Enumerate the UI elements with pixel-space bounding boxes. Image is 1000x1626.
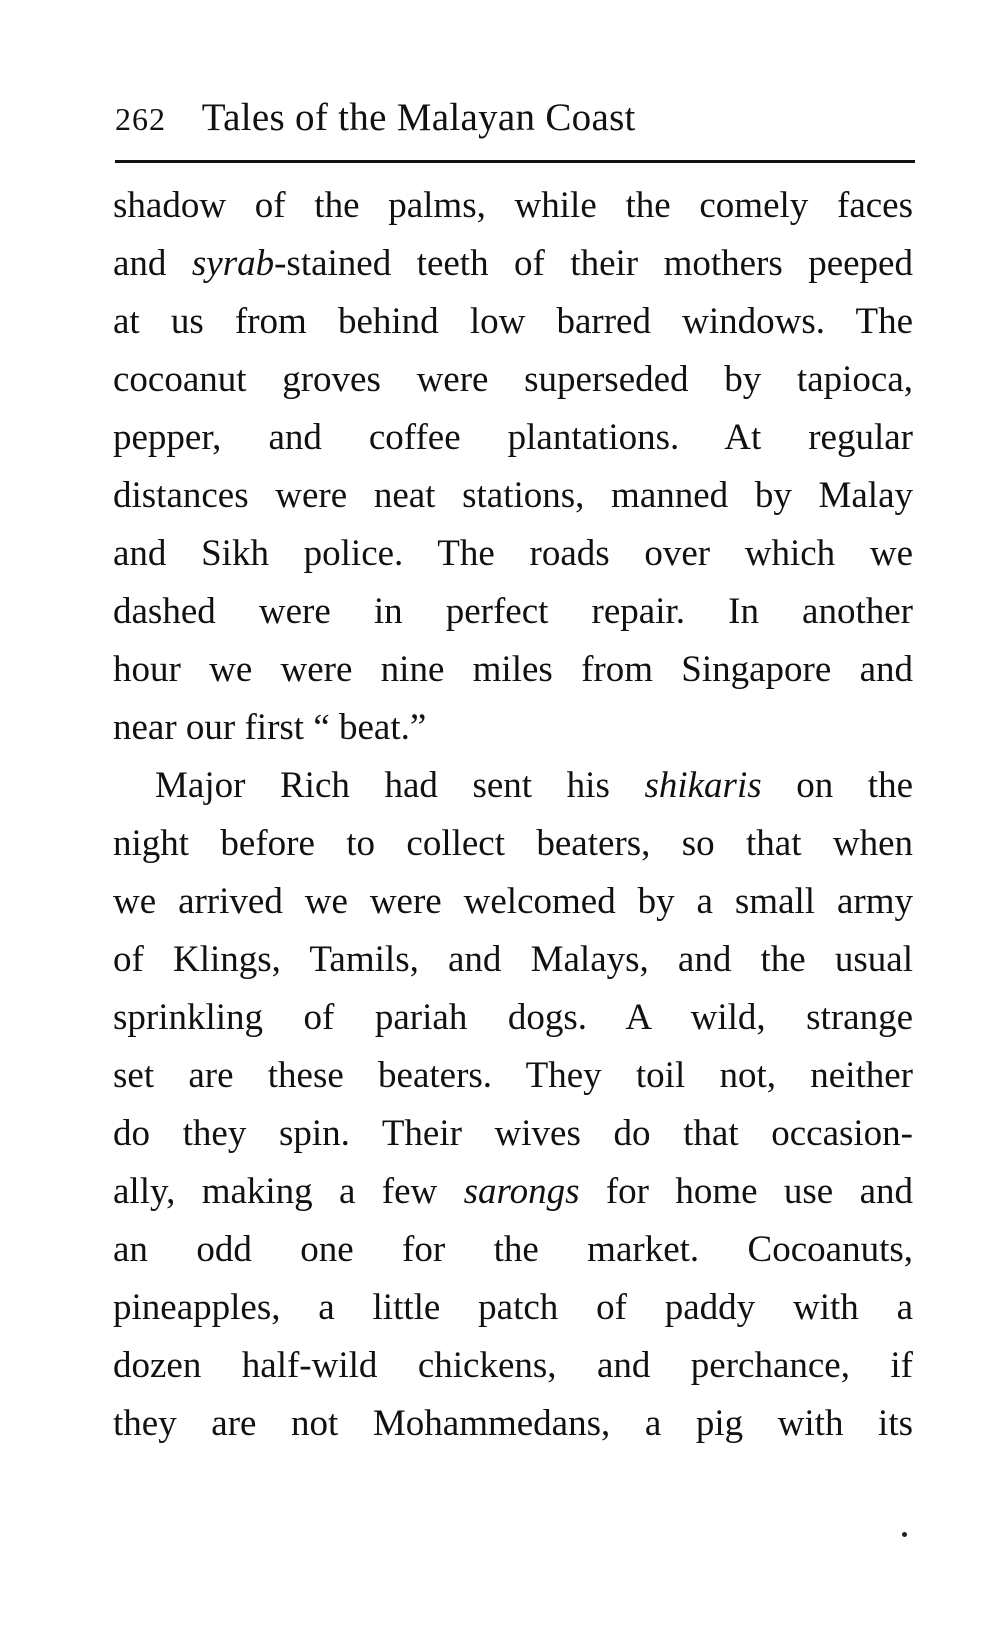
italic-term: syrab <box>191 243 275 284</box>
text-line <box>113 235 913 293</box>
text-run: Major Rich had sent his <box>155 765 645 806</box>
running-title: Tales of the Malayan Coast <box>201 96 636 139</box>
text-line: shadow of the palms, while the comely faces <box>113 185 913 226</box>
body-text <box>113 177 913 1453</box>
text-line: of Klings, Tamils, and Malays, and the usual <box>113 939 913 980</box>
text-line: at us from behind low barred windows. The <box>113 301 913 342</box>
text-line <box>113 757 913 815</box>
text-line <box>113 1163 913 1221</box>
text-line: night before to collect beaters, so that when <box>113 823 913 864</box>
text-line: dozen half-wild chickens, and perchance, if <box>113 1345 913 1386</box>
running-head <box>115 92 915 144</box>
text-line: they are not Mohammedans, a pig with its <box>113 1403 913 1444</box>
italic-term: sarongs <box>463 1171 580 1212</box>
text-line: hour we were nine miles from Singapore and <box>113 649 913 690</box>
text-line: do they spin. Their wives do that occasion- <box>113 1113 913 1154</box>
italic-term: shikaris <box>644 765 762 806</box>
text-run: on the <box>761 765 913 806</box>
text-run: ally, making a few <box>113 1171 464 1212</box>
text-run: -stained teeth of their mothers peeped <box>274 243 913 284</box>
text-line: we arrived we were welcomed by a small army <box>113 881 913 922</box>
text-line: pepper, and coffee plantations. At regular <box>113 417 913 458</box>
header-rule <box>115 160 915 163</box>
text-line: sprinkling of pariah dogs. A wild, strange <box>113 997 913 1038</box>
text-line: distances were neat stations, manned by Malay <box>113 475 913 516</box>
text-line: near our first “ beat.” <box>113 707 427 748</box>
text-line: cocoanut groves were superseded by tapioca, <box>113 359 913 400</box>
text-line: an odd one for the market. Cocoanuts, <box>113 1229 913 1270</box>
text-line: set are these beaters. They toil not, neither <box>113 1055 913 1096</box>
text-run: and <box>113 243 192 284</box>
text-run: for home use and <box>579 1171 913 1212</box>
paragraph <box>113 757 913 1453</box>
text-line: dashed were in perfect repair. In another <box>113 591 913 632</box>
page-number: 262 <box>115 101 166 137</box>
paragraph <box>113 177 913 757</box>
text-line: pineapples, a little patch of paddy with a <box>113 1287 913 1328</box>
stray-ink-mark <box>902 1532 907 1537</box>
text-line: and Sikh police. The roads over which we <box>113 533 913 574</box>
